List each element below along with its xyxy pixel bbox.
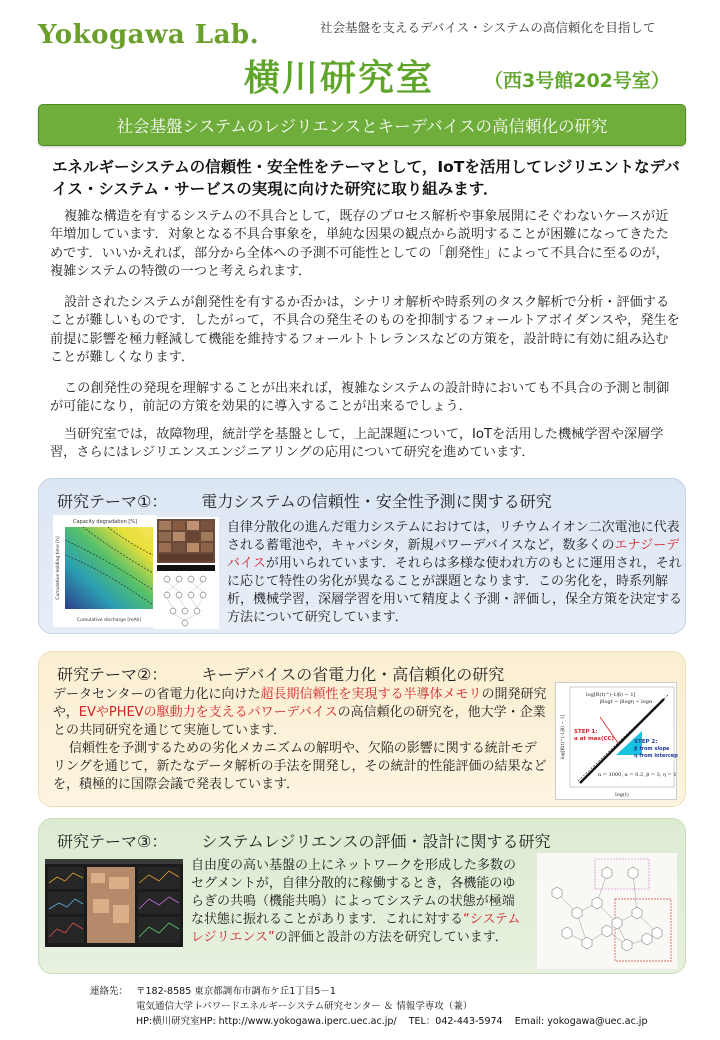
lab-title: 横川研究室 (244, 58, 435, 99)
banner-text: 社会基盤システムのレジリエンスとキーデバイスの高信頼化の研究 (116, 117, 608, 136)
plot-step2: STEP 2: (634, 739, 658, 745)
theme-2-heading: キーデバイスの省電力化・高信頼化の研究 (201, 665, 505, 684)
theme-2-text-a: データセンターの省電力化に向けた (53, 687, 261, 702)
theme-3-network-diagram (537, 853, 677, 969)
lab-room: （西3号館202号室） (484, 70, 670, 92)
theme-3-text-b: の評価と設計の方法を研究しています． (274, 930, 508, 945)
theme-3-panel (38, 818, 686, 974)
contact-email[interactable]: Email: yokogawa@uec.ac.jp (514, 1016, 648, 1027)
contact-block (90, 984, 647, 1029)
paragraph-1: 複雑な構造を有するシステムの不具合として，既存のプロセス解析や事象展開にそぐわないケースが近年増加しています．対象となる不具合事象を，単純な因果の観点から説明することが困難になってきたためです．いいかえれば，部分から全体への予測不可能性としての「創発性」によって不具合に至るのが，複雑システムの特徴の一つと考えられます． (50, 209, 669, 279)
plot-params: n = 1000, α = 0.2, β = 3, η = 1 (598, 772, 677, 778)
feature-map-grid (157, 519, 215, 563)
theme-2-text-b: の開発研究や， (53, 687, 547, 720)
theme-2-number: 研究テーマ②： (57, 665, 168, 684)
plot-step2-slope: β from slope (634, 746, 670, 752)
plot-ylabel: log[R(t)^(-1/β) − 1] (561, 714, 566, 760)
theme-1-panel (38, 478, 686, 634)
lead-text: エネルギーシステムの信頼性・安全性をテーマとして，IoTを活用してレジリエントなデバイス・システム・サービスの実現に向けた研究に取り組みます． (52, 158, 680, 198)
heatmap-area (65, 527, 153, 609)
main-banner (38, 104, 686, 146)
contact-web[interactable]: HP:横川研究室HP: http://www.yokogawa.iperc.uec.ac.jp/ (136, 1016, 397, 1027)
theme-3-highlight: “システムレジリエンス” (191, 912, 521, 945)
theme-2-text-d: 信頼性を予測するための劣化メカニズムの解明や、欠陥の影響に関する統計モデリングを通じて，新たなデータ解析の手法を開発し，その統計的性能評価の結果などを，積極的に国際会議で発表しています． (53, 741, 547, 792)
theme-1-highlight: エナジーデバイス (227, 538, 680, 571)
theme-2-panel (38, 651, 686, 807)
theme-1-heatmap-figure (53, 515, 157, 627)
theme-3-heading: システムレジリエンスの評価・設計に関する研究 (201, 832, 551, 851)
plot-equation-2: βlogt − βlogη − logα (600, 699, 653, 705)
plot-step1: STEP 1: (574, 729, 598, 735)
plot-xlabel: log(t) (615, 792, 629, 798)
tagline: 社会基盤を支えるデバイス・システムの高信頼化を目指して (320, 20, 656, 35)
theme-2-text-c: の高信頼化の研究を，他大学・企業との共同研究を通じて実施しています． (53, 705, 546, 738)
theme-2-highlight-2: EVやPHEVの駆動力を支えるパワーデバイス (78, 705, 338, 720)
heatmap-title: Capacity degradation [%] (72, 519, 138, 525)
theme-1-number: 研究テーマ①： (57, 492, 168, 511)
theme-1-neural-net-figure (153, 517, 219, 629)
paragraph-3: この創発性の発現を理解することが出来れば，複雑なシステムの設計時においても不具合の予測と制御が可能になり，前記の方策を効果的に導入することが出来るでしょう． (50, 381, 670, 415)
theme-1-text-a: 自律分散化の進んだ電力システムにおけては，リチウムイオン二次電池に代表される蓄電池や，キャパシタ，新規パワーデバイスなど，数多くの (227, 520, 680, 553)
theme-3-body (191, 857, 527, 947)
contact-address: 〒182-8585 東京都調布市調布ケ丘1丁目5－1 (136, 986, 336, 997)
theme-3-number: 研究テーマ③： (57, 832, 168, 851)
theme-3-title (57, 829, 551, 852)
theme-1-heading: 電力システムの信頼性・安全性予測に関する研究 (201, 492, 552, 511)
theme-3-text-a: 自由度の高い基盤の上にネットワークを形成した多数のセグメントが，自律分散的に稼働するとき，各機能のゆらぎの共鳴（機能共鳴）によってシステムの状態が極端な状態に振れることがあります．これに対する (191, 858, 517, 927)
contact-label: 連絡先： (90, 986, 129, 997)
paragraph-2: 設計されたシステムが創発性を有するか否かは，シナリオ解析や時系列のタスク解析で分析・評価することが難しいものです．したがって，不具合の発生そのものを抑制するフォールトアボイダンスや，発生を前提に影響を極力軽減して機能を維持するフォールトトレランスなどの方策を，設計時に有効に組み込むことが難しくなります． (50, 295, 680, 365)
contact-tel: TEL：042-443-5974 (408, 1016, 503, 1027)
plot-step2-intercept: η from intercept (634, 753, 678, 759)
theme-1-text-b: が用いられています．それらは多様な使われ方のもとに運用され，それに応じて特性の劣化が異なることが課題となります．この劣化を，時系列解析，機械学習，深層学習を用いて精度よく予測・評価し，保全方策を決定する方法について研究しています． (227, 556, 683, 625)
theme-1-body (227, 519, 683, 627)
theme-1-title (57, 489, 552, 512)
logo: Yokogawa Lab. (38, 20, 260, 50)
theme-2-highlight-1: 超長期信頼性を実現する半導体メモリ (260, 687, 482, 702)
theme-3-dashboard-figure (45, 859, 183, 947)
contact-affiliation: 電気通信大学 i-パワードエネルギーシステム研究センター ＆ 情報学専攻（兼） (136, 1001, 473, 1012)
plot-step1-detail: α at max(CC) (574, 736, 615, 742)
paragraph-4: 当研究室では，故障物理，統計学を基盤として，上記課題について，IoTを活用した機械学習や深層学習，さらにはレジリエンスエンジニアリングの応用について研究を進めています． (50, 427, 664, 461)
theme-2-body (53, 686, 549, 794)
theme-2-weibull-plot (555, 682, 677, 800)
theme-2-title (57, 662, 504, 685)
heatmap-ylabel: Cumulative holding time [h] (56, 536, 61, 600)
plot-equation: log[R(t)^(-1/β) − 1] (586, 692, 636, 698)
heatmap-xlabel: Cumulative discharge [mAh] (76, 618, 142, 623)
